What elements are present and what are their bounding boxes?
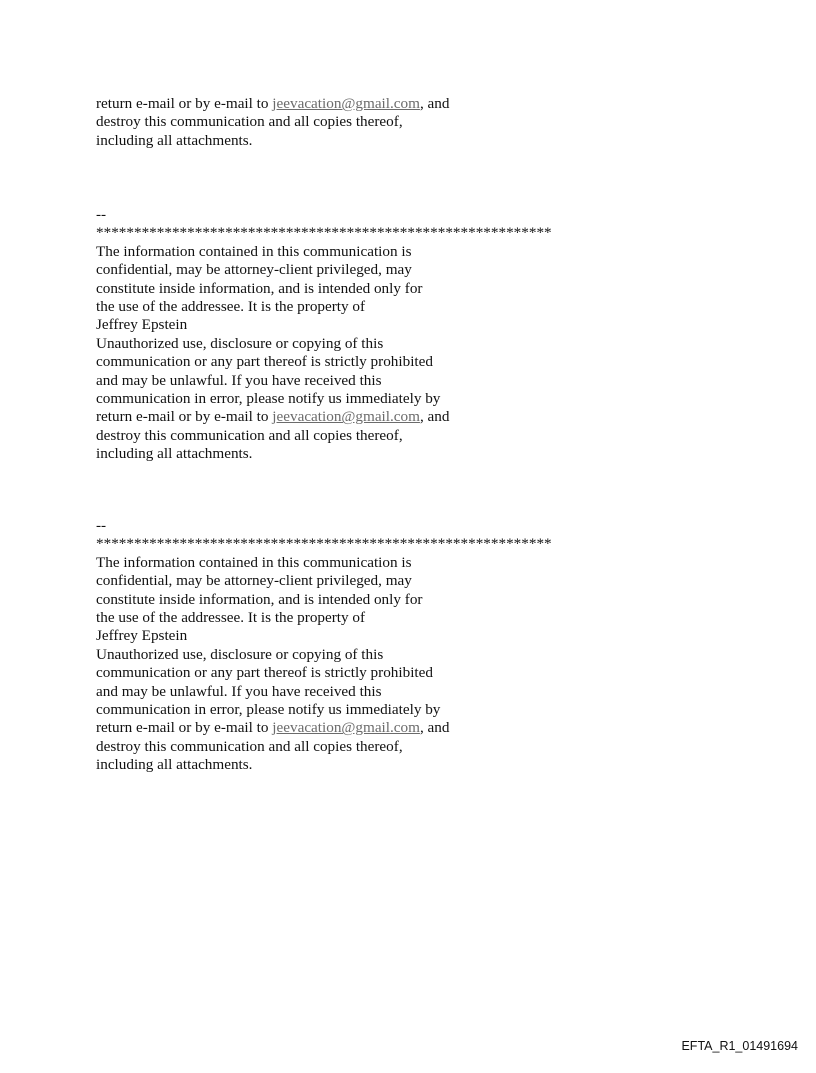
fragment-line: destroy this communication and all copies thereof, (96, 113, 403, 131)
disclaimer-email-line (96, 719, 552, 737)
disclaimer-line: Jeffrey Epstein (96, 627, 188, 645)
disclaimer-line: Jeffrey Epstein (96, 316, 188, 334)
disclaimer-text: , and (419, 408, 450, 426)
disclaimer-block (96, 206, 552, 463)
disclaimer-text: return e-mail or by e-mail to (96, 408, 273, 426)
disclaimer-line: constitute inside information, and is intended only for (96, 279, 423, 297)
fragment-line: including all attachments. (96, 131, 253, 149)
disclaimer-line: and may be unlawful. If you have received this (96, 682, 382, 700)
disclaimer-line: confidential, may be attorney-client privileged, may (96, 261, 412, 279)
signature-dashes: -- (96, 517, 107, 534)
star-separator: ************************************************************ (96, 224, 552, 242)
fragment-text: return e-mail or by e-mail to (96, 95, 273, 112)
document-id: EFTA_R1_01491694 (681, 1039, 798, 1053)
fragment-text: , and (419, 95, 450, 112)
email-link[interactable]: jeevacation@gmail.com (272, 719, 420, 737)
signature-dashes: -- (96, 206, 107, 223)
disclaimer-text: , and (419, 719, 450, 737)
disclaimer-line: constitute inside information, and is intended only for (96, 590, 423, 608)
disclaimer-line: the use of the addressee. It is the property of (96, 297, 366, 315)
email-link[interactable]: jeevacation@gmail.com (272, 95, 420, 112)
disclaimer-line: communication or any part thereof is strictly prohibited (96, 664, 433, 682)
top-disclaimer-fragment (96, 95, 449, 150)
fragment-line (96, 95, 449, 113)
star-separator: ************************************************************ (96, 535, 552, 553)
disclaimer-line: communication or any part thereof is strictly prohibited (96, 353, 433, 371)
disclaimer-line: including all attachments. (96, 445, 253, 463)
disclaimer-email-line (96, 408, 552, 426)
disclaimer-text: return e-mail or by e-mail to (96, 719, 273, 737)
disclaimer-line: including all attachments. (96, 756, 253, 774)
disclaimer-line: communication in error, please notify us immediately by (96, 700, 441, 718)
disclaimer-block (96, 517, 552, 774)
disclaimer-line: communication in error, please notify us immediately by (96, 389, 441, 407)
disclaimer-line: destroy this communication and all copies thereof, (96, 737, 403, 755)
email-link[interactable]: jeevacation@gmail.com (272, 408, 420, 426)
disclaimer-line: The information contained in this communication is (96, 553, 412, 571)
disclaimer-line: The information contained in this communication is (96, 242, 412, 260)
disclaimer-line: Unauthorized use, disclosure or copying of this (96, 334, 384, 352)
disclaimer-line: confidential, may be attorney-client privileged, may (96, 572, 412, 590)
disclaimer-line: the use of the addressee. It is the property of (96, 608, 366, 626)
disclaimer-line: Unauthorized use, disclosure or copying of this (96, 645, 384, 663)
disclaimer-line: and may be unlawful. If you have received this (96, 371, 382, 389)
disclaimer-line: destroy this communication and all copies thereof, (96, 426, 403, 444)
